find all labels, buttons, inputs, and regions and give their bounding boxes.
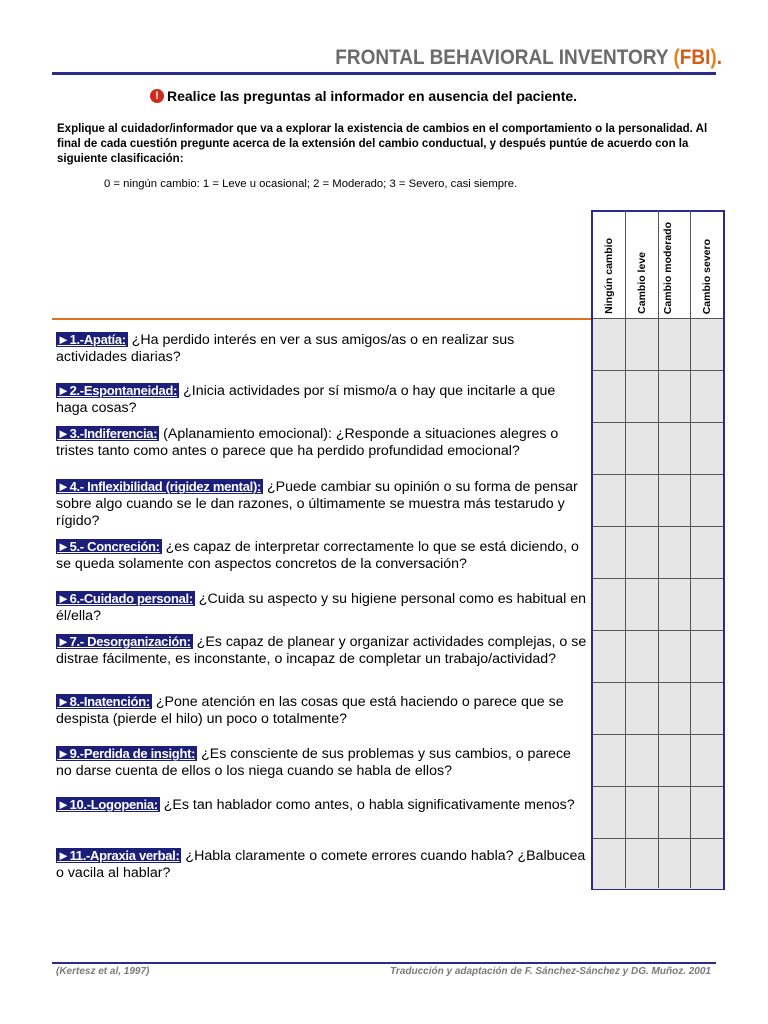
question-text: ¿Cuida su aspecto y su higiene personal como es habitual en él/ella? <box>56 591 587 624</box>
question-text: ¿Es capaz de planear y organizar actividades complejas, o se distrae fácilmente, es inconstante, o incapaz de completar un trabajo/actividad? <box>56 634 587 667</box>
question-tag: ►9.-Perdida de insight: <box>57 746 196 761</box>
question-item-8 <box>56 693 588 728</box>
question-tag: ►6.-Cuidado personal: <box>57 591 193 606</box>
question-text: ¿es capaz de interpretar correctamente lo que se está diciendo, o se queda solamente con aspectos concretos de la conversación? <box>56 539 579 572</box>
rating-grid <box>591 210 725 890</box>
question-item-9 <box>56 745 588 780</box>
header-divider <box>52 318 593 320</box>
question-text: ¿Puede cambiar su opinión o su forma de pensar sobre algo cuando se le dan razones, o últimamente se muestra más testarudo y rígido? <box>56 479 578 529</box>
question-item-11 <box>56 847 588 882</box>
top-divider <box>52 72 716 75</box>
warning-icon: ! <box>150 89 164 103</box>
question-text: ¿Ha perdido interés en ver a sus amigos/as o en realizar sus actividades diarias? <box>56 332 515 365</box>
question-tag: ►8.-Inatención: <box>57 694 150 709</box>
column-header-moderate: Cambio moderado <box>662 221 674 314</box>
title-dot: . <box>716 46 722 70</box>
question-item-5 <box>56 538 588 573</box>
question-tag: ►2.-Espontaneidad: <box>57 383 178 398</box>
question-item-10 <box>56 796 588 814</box>
document-title <box>335 46 722 71</box>
question-tag: ►3.-Indiferencia: <box>57 426 158 441</box>
question-item-3 <box>56 425 588 460</box>
question-tag: ►7.- Desorganización: <box>57 634 191 649</box>
question-item-1 <box>56 331 588 366</box>
rating-scale: 0 = ningún cambio: 1 = Leve u ocasional; 2 = Moderado; 3 = Severo, casi siempre. <box>104 178 518 190</box>
question-text: ¿Inicia actividades por sí mismo/a o hay que incitarle a que haga cosas? <box>56 383 556 416</box>
column-header-none: Ningún cambio <box>602 238 615 314</box>
question-tag: ►11.-Apraxia verbal: <box>57 848 180 863</box>
grid-column-line <box>625 210 626 888</box>
grid-column-line <box>658 210 659 888</box>
question-tag: ►10.-Logopenia: <box>57 797 158 812</box>
question-tag: ►5.- Concreción: <box>57 539 160 554</box>
column-header-severe: Cambio severo <box>700 238 713 314</box>
title-main: FRONTAL BEHAVIORAL INVENTORY <box>335 46 674 70</box>
footer-citation: (Kertesz et al, 1997) <box>56 966 150 977</box>
question-tag: ►4.- Inflexibilidad (rigidez mental): <box>57 479 262 494</box>
instruction-text: Realice las preguntas al informador en ausencia del paciente. <box>167 88 578 104</box>
footer-credit: Traducción y adaptación de F. Sánchez-Sánchez y DG. Muñoz. 2001 <box>389 966 711 977</box>
column-header-mild: Cambio leve <box>635 252 648 314</box>
question-text: ¿Habla claramente o comete errores cuando habla? ¿Balbucea o vacila al hablar? <box>56 848 586 881</box>
title-paren-open: ( <box>673 46 680 70</box>
explanation-paragraph: Explique al cuidador/informador que va a explorar la existencia de cambios en el comportamiento o la personalidad. Al final de cada cuestión pregunte acerca de la extensión del cambio conductual, y después puntúe de acuerdo con la siguiente clasificación: <box>57 123 708 165</box>
question-text: ¿Es tan hablador como antes, o habla significativamente menos? <box>159 797 575 813</box>
grid-column-line <box>690 210 691 888</box>
question-text: ¿Es consciente de sus problemas y sus cambios, o parece no darse cuenta de ellos o los niega cuando se habla de ellos? <box>56 746 571 779</box>
footer-divider <box>52 962 716 964</box>
question-text: (Aplanamiento emocional): ¿Responde a situaciones alegres o tristes tanto como antes o parece que ha perdido profundidad emocional? <box>56 426 559 459</box>
question-item-2 <box>56 382 588 417</box>
title-abbreviation: FBI <box>679 46 711 70</box>
question-tag: ►1.-Apatía: <box>57 332 126 347</box>
question-item-7 <box>56 633 588 668</box>
instruction-line <box>150 88 577 104</box>
title-paren-close: ) <box>710 46 717 70</box>
question-text: ¿Pone atención en las cosas que está haciendo o parece que se despista (pierde el hilo) un poco o totalmente? <box>56 694 564 727</box>
question-item-6 <box>56 590 588 625</box>
question-item-4 <box>56 478 588 530</box>
